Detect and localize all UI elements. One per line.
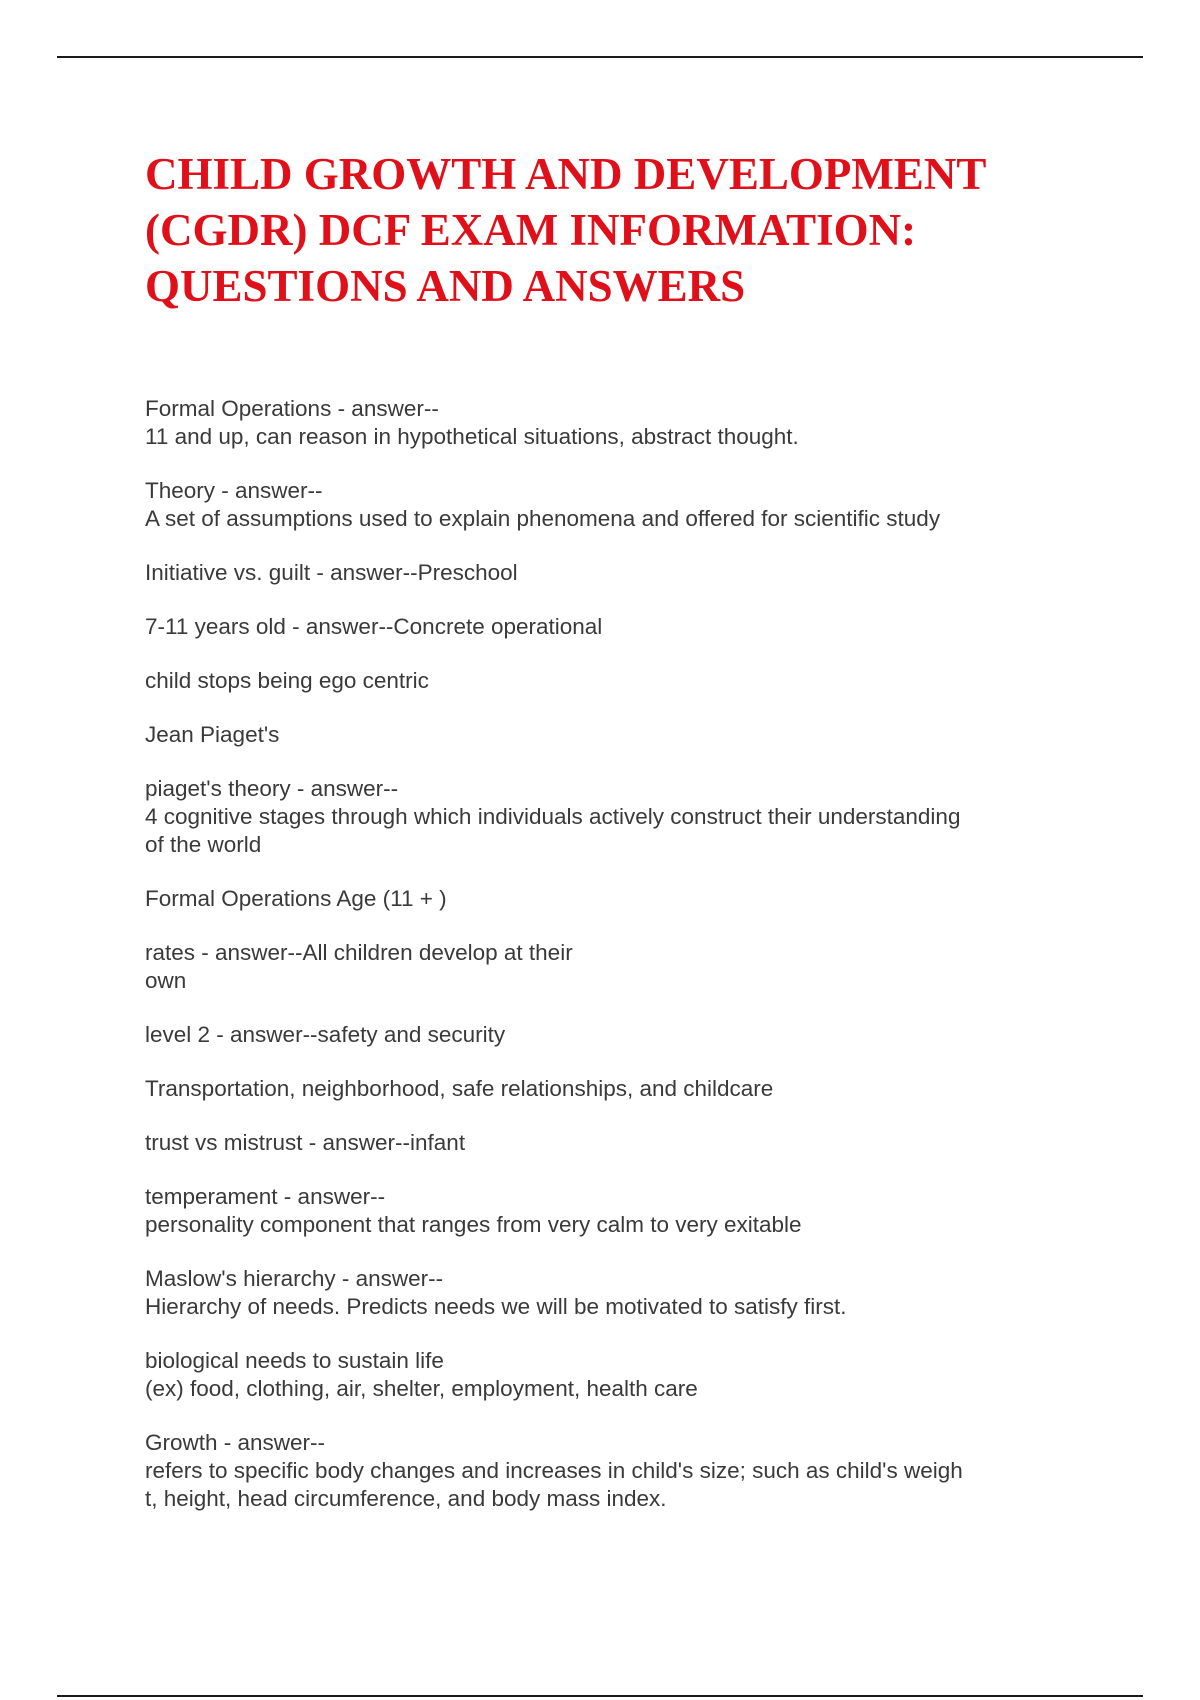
title-line: (CGDR) DCF EXAM INFORMATION: xyxy=(145,205,917,255)
qa-list xyxy=(145,395,1075,1539)
qa-entry xyxy=(145,559,1075,587)
qa-entry-line: Transportation, neighborhood, safe relationships, and childcare xyxy=(145,1076,774,1101)
qa-entry-line: Jean Piaget's xyxy=(145,722,280,747)
qa-entry-line: refers to specific body changes and increases in child's size; such as child's weigh xyxy=(145,1458,963,1483)
qa-entry xyxy=(145,775,1075,859)
title-line: QUESTIONS AND ANSWERS xyxy=(145,261,746,311)
qa-entry-line: 11 and up, can reason in hypothetical situations, abstract thought. xyxy=(145,424,799,449)
qa-entry xyxy=(145,395,1075,451)
qa-entry-line: Hierarchy of needs. Predicts needs we will be motivated to satisfy first. xyxy=(145,1294,847,1319)
qa-entry-line: Initiative vs. guilt - answer--Preschool xyxy=(145,560,518,585)
qa-entry-line: own xyxy=(145,968,187,993)
qa-entry-line: piaget's theory - answer-- xyxy=(145,776,399,801)
qa-entry xyxy=(145,613,1075,641)
title-line: CHILD GROWTH AND DEVELOPMENT xyxy=(145,149,987,199)
qa-entry-line: Formal Operations - answer-- xyxy=(145,396,439,421)
qa-entry xyxy=(145,667,1075,695)
qa-entry xyxy=(145,1429,1075,1513)
qa-entry-line: Growth - answer-- xyxy=(145,1430,326,1455)
qa-entry-line: rates - answer--All children develop at their xyxy=(145,940,573,965)
qa-entry xyxy=(145,1347,1075,1403)
qa-entry-line: trust vs mistrust - answer--infant xyxy=(145,1130,466,1155)
qa-entry xyxy=(145,721,1075,749)
qa-entry-line: 7-11 years old - answer--Concrete operational xyxy=(145,614,603,639)
qa-entry-line: Formal Operations Age (11 + ) xyxy=(145,886,447,911)
document-title xyxy=(145,146,1085,314)
qa-entry xyxy=(145,1075,1075,1103)
qa-entry xyxy=(145,477,1075,533)
qa-entry-line: t, height, head circumference, and body mass index. xyxy=(145,1486,667,1511)
qa-entry-line: 4 cognitive stages through which individuals actively construct their understanding xyxy=(145,804,961,829)
bottom-rule xyxy=(57,1695,1143,1697)
top-rule xyxy=(57,56,1143,58)
qa-entry-line: child stops being ego centric xyxy=(145,668,429,693)
qa-entry xyxy=(145,885,1075,913)
qa-entry-line: of the world xyxy=(145,832,262,857)
qa-entry-line: level 2 - answer--safety and security xyxy=(145,1022,506,1047)
qa-entry-line: (ex) food, clothing, air, shelter, employment, health care xyxy=(145,1376,698,1401)
qa-entry-line: Maslow's hierarchy - answer-- xyxy=(145,1266,444,1291)
qa-entry xyxy=(145,1265,1075,1321)
qa-entry xyxy=(145,1021,1075,1049)
qa-entry-line: Theory - answer-- xyxy=(145,478,323,503)
qa-entry-line: A set of assumptions used to explain phenomena and offered for scientific study xyxy=(145,506,941,531)
qa-entry-line: temperament - answer-- xyxy=(145,1184,386,1209)
qa-entry xyxy=(145,939,1075,995)
qa-entry-line: personality component that ranges from very calm to very exitable xyxy=(145,1212,802,1237)
qa-entry xyxy=(145,1129,1075,1157)
qa-entry xyxy=(145,1183,1075,1239)
qa-entry-line: biological needs to sustain life xyxy=(145,1348,444,1373)
